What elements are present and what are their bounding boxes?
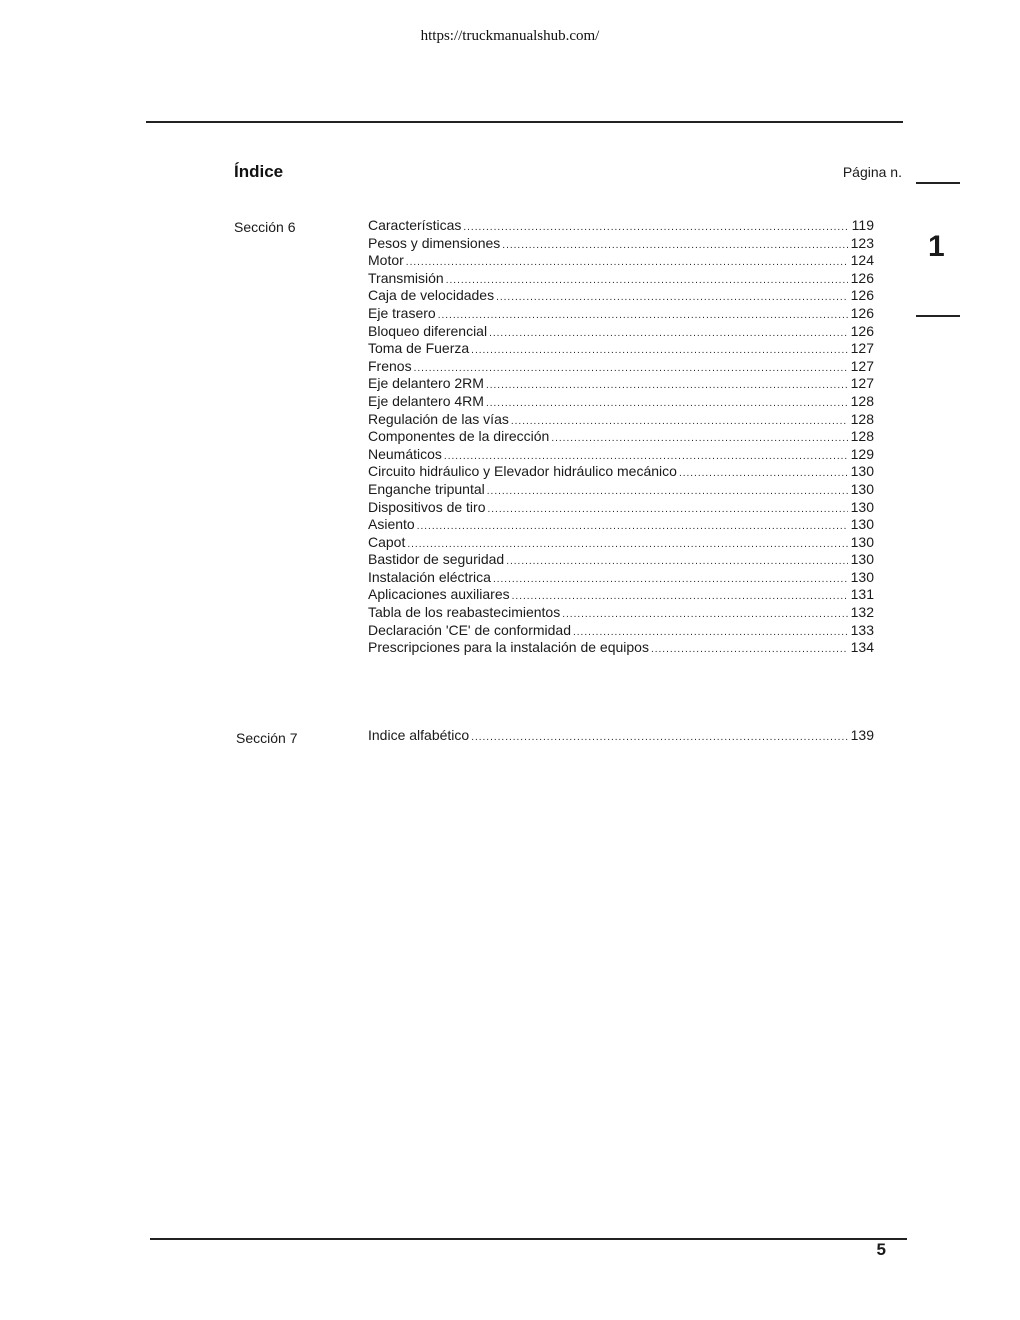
toc-entry (368, 287, 874, 305)
toc-entry (368, 235, 874, 253)
toc-entry (368, 305, 874, 323)
toc-entry-title: Frenos (368, 357, 412, 374)
top-rule (146, 121, 903, 123)
toc-entry-title: Bloqueo diferencial (368, 322, 488, 339)
toc-entry (368, 727, 874, 745)
toc-entry-title: Regulación de las vías (368, 410, 509, 427)
toc-entry (368, 393, 874, 411)
dot-leader (438, 307, 848, 325)
toc-entry-page: 126 (850, 287, 874, 304)
toc-entry-title: Asiento (368, 516, 415, 533)
toc-entry-title: Circuito hidráulico y Elevador hidráulico mecánico (368, 463, 677, 480)
toc-entry (368, 463, 874, 481)
toc-entry (368, 586, 874, 604)
toc-entry-page: 130 (850, 498, 874, 515)
dot-leader (651, 641, 848, 659)
dot-leader (471, 729, 848, 747)
toc-entry (368, 217, 874, 235)
toc-entry (368, 516, 874, 534)
toc-entry-page: 127 (850, 340, 874, 357)
dot-leader (486, 377, 848, 395)
toc-entry-title: Bastidor de seguridad (368, 551, 505, 568)
toc-entry (368, 323, 874, 341)
toc-entry-page: 128 (850, 410, 874, 427)
toc-entry-title: Caja de velocidades (368, 287, 495, 304)
toc-entry-title: Toma de Fuerza (368, 340, 470, 357)
toc-entry (368, 428, 874, 446)
toc-entry (368, 569, 874, 587)
toc-entry-title: Transmisión (368, 269, 444, 286)
toc-entry (368, 481, 874, 499)
toc-entry (368, 499, 874, 517)
toc-entry-page: 130 (850, 533, 874, 550)
toc-entry-title: Pesos y dimensiones (368, 234, 501, 251)
dot-leader (496, 289, 848, 307)
margin-tab-rule-lower (916, 315, 960, 317)
page-number: 5 (876, 1240, 886, 1259)
bottom-rule (150, 1238, 907, 1240)
toc-entry (368, 622, 874, 640)
toc-entry (368, 639, 874, 657)
toc-entry-page: 127 (850, 357, 874, 374)
toc-entry-page: 130 (850, 463, 874, 480)
toc-section-7 (368, 727, 874, 745)
dot-leader (446, 272, 848, 290)
toc-entry (368, 270, 874, 288)
toc-entry-title: Componentes de la dirección (368, 428, 550, 445)
toc-entry-page: 126 (850, 269, 874, 286)
dot-leader (489, 325, 848, 343)
toc-entry-page: 123 (850, 234, 874, 251)
section-label-6: Sección 6 (234, 219, 296, 235)
toc-entry (368, 340, 874, 358)
toc-entry-page: 128 (850, 392, 874, 409)
source-url: https://truckmanualshub.com/ (420, 28, 600, 44)
page-column-label: Página n. (842, 164, 902, 180)
toc-entry-page: 127 (850, 375, 874, 392)
toc-entry-page: 132 (850, 604, 874, 621)
dot-leader (486, 395, 848, 413)
toc-entry-title: Enganche tripuntal (368, 480, 485, 497)
toc-entry (368, 411, 874, 429)
toc-entry-title: Eje delantero 2RM (368, 375, 484, 392)
dot-leader (493, 571, 848, 589)
dot-leader (488, 501, 849, 519)
toc-entry-page: 133 (850, 621, 874, 638)
dot-leader (512, 588, 848, 606)
toc-entry (368, 551, 874, 569)
toc-entry-title: Características (368, 217, 462, 233)
toc-entry-page: 139 (850, 727, 874, 743)
toc-entry-title: Prescripciones para la instalación de equipos (368, 639, 649, 656)
dot-leader (679, 465, 848, 483)
toc-entry-title: Indice alfabético (368, 727, 470, 743)
toc-entry-title: Eje delantero 4RM (368, 392, 484, 409)
toc-entry-page: 130 (850, 551, 874, 568)
toc-entry-title: Instalación eléctrica (368, 568, 491, 585)
dot-leader (406, 254, 848, 272)
toc-entry-title: Capot (368, 533, 406, 550)
toc-entry (368, 358, 874, 376)
dot-leader (551, 430, 848, 448)
toc-entry-title: Motor (368, 252, 404, 269)
dot-leader (487, 483, 848, 501)
toc-entry (368, 446, 874, 464)
dot-leader (463, 219, 848, 237)
index-title: Índice (234, 162, 284, 181)
toc-entry-page: 131 (850, 586, 874, 603)
toc-entry-title: Eje trasero (368, 304, 436, 321)
toc-entry (368, 604, 874, 622)
dot-leader (502, 237, 848, 255)
dot-leader (511, 413, 848, 431)
toc-entry-page: 126 (850, 322, 874, 339)
chapter-marker: 1 (928, 230, 945, 263)
dot-leader (471, 342, 848, 360)
toc-entry-title: Declaración 'CE' de conformidad (368, 621, 571, 638)
margin-tab-rule-upper (916, 182, 960, 184)
toc-entry-page: 126 (850, 304, 874, 321)
toc-entry-page: 129 (850, 445, 874, 462)
toc-entry-page: 130 (850, 516, 874, 533)
toc-entry-page: 130 (850, 480, 874, 497)
toc-entry-title: Aplicaciones auxiliares (368, 586, 510, 603)
toc-entry (368, 375, 874, 393)
toc-entry-title: Neumáticos (368, 445, 442, 462)
toc-entry-title: Dispositivos de tiro (368, 498, 486, 515)
toc-entry-page: 134 (850, 639, 874, 656)
toc-entry-page: 130 (850, 568, 874, 585)
dot-leader (562, 606, 848, 624)
toc-entry-page: 124 (850, 252, 874, 269)
toc-entry (368, 252, 874, 270)
toc-section-6 (368, 217, 874, 657)
dot-leader (417, 518, 848, 536)
toc-entry (368, 534, 874, 552)
toc-entry-title: Tabla de los reabastecimientos (368, 604, 561, 621)
dot-leader (506, 553, 848, 571)
section-label-7: Sección 7 (236, 730, 298, 746)
toc-entry-page: 128 (850, 428, 874, 445)
toc-entry-page: 119 (851, 217, 874, 233)
